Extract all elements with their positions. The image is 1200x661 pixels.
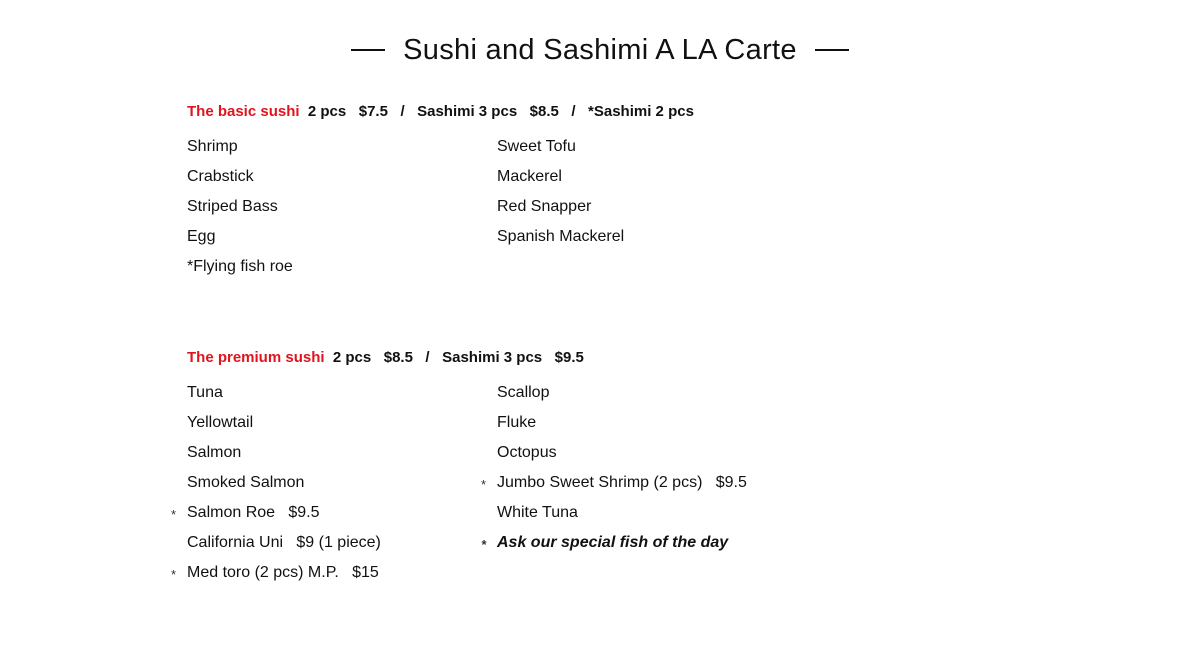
item-name: Mackerel xyxy=(497,168,562,185)
menu-item xyxy=(497,135,624,165)
item-name: White Tuna xyxy=(497,504,578,521)
menu-item xyxy=(187,411,381,441)
menu-item xyxy=(497,381,747,411)
menu-title-row xyxy=(0,30,1200,70)
item-name: Scallop xyxy=(497,384,550,401)
title-rule-right xyxy=(815,49,849,51)
pricing-text: 2 pcs $8.5 / Sashimi 3 pcs $9.5 xyxy=(324,349,584,366)
pricing-text: 2 pcs $7.5 / Sashimi 3 pcs $8.5 / *Sashimi 2 pcs xyxy=(299,103,694,120)
item-name: Sweet Tofu xyxy=(497,138,576,155)
tier-label: The basic sushi xyxy=(187,103,300,120)
menu-item xyxy=(497,165,624,195)
menu-item xyxy=(187,165,293,195)
star-marker: * xyxy=(171,507,177,522)
section-header xyxy=(187,101,887,123)
item-name: Crabstick xyxy=(187,168,254,185)
item-name: Red Snapper xyxy=(497,198,592,215)
menu-item xyxy=(497,195,624,225)
title-rule-left xyxy=(351,49,385,51)
left-column xyxy=(187,135,293,285)
menu-item xyxy=(481,471,747,501)
menu-item xyxy=(171,501,381,531)
menu-item xyxy=(187,381,381,411)
left-column xyxy=(171,381,381,591)
menu-item xyxy=(187,255,293,285)
item-name: California Uni $9 (1 piece) xyxy=(187,534,381,551)
item-name: Salmon Roe $9.5 xyxy=(187,504,320,521)
item-name: Ask our special fish of the day xyxy=(497,534,729,551)
section-premium-sushi xyxy=(171,347,887,582)
menu-item xyxy=(497,441,747,471)
section-header xyxy=(187,347,887,369)
menu-item xyxy=(497,225,624,255)
menu-item xyxy=(187,441,381,471)
item-name: Egg xyxy=(187,228,216,245)
right-column xyxy=(497,135,624,255)
menu-item xyxy=(497,411,747,441)
menu-item xyxy=(187,531,381,561)
item-name: Salmon xyxy=(187,444,242,461)
tier-label: The premium sushi xyxy=(187,349,325,366)
menu-item xyxy=(171,561,381,591)
section-basic-sushi xyxy=(187,101,887,275)
item-name: Shrimp xyxy=(187,138,238,155)
menu-item xyxy=(497,501,747,531)
item-name: Spanish Mackerel xyxy=(497,228,625,245)
star-marker: * xyxy=(171,567,177,582)
right-column xyxy=(481,381,747,561)
item-name: Smoked Salmon xyxy=(187,474,305,491)
item-name: Yellowtail xyxy=(187,414,254,431)
star-marker: * xyxy=(481,477,487,492)
item-name: Fluke xyxy=(497,414,537,431)
item-name: Striped Bass xyxy=(187,198,278,215)
item-name: Med toro (2 pcs) M.P. $15 xyxy=(187,564,379,581)
menu-item xyxy=(187,471,381,501)
special-fish-item xyxy=(481,531,747,561)
item-name: Jumbo Sweet Shrimp (2 pcs) $9.5 xyxy=(497,474,747,491)
menu-title: Sushi and Sashimi A LA Carte xyxy=(403,33,797,66)
menu-item xyxy=(187,195,293,225)
item-name: Tuna xyxy=(187,384,223,401)
menu-item xyxy=(187,135,293,165)
star-marker: * xyxy=(481,537,487,552)
menu-item xyxy=(187,225,293,255)
item-name: *Flying fish roe xyxy=(187,258,293,275)
item-name: Octopus xyxy=(497,444,557,461)
